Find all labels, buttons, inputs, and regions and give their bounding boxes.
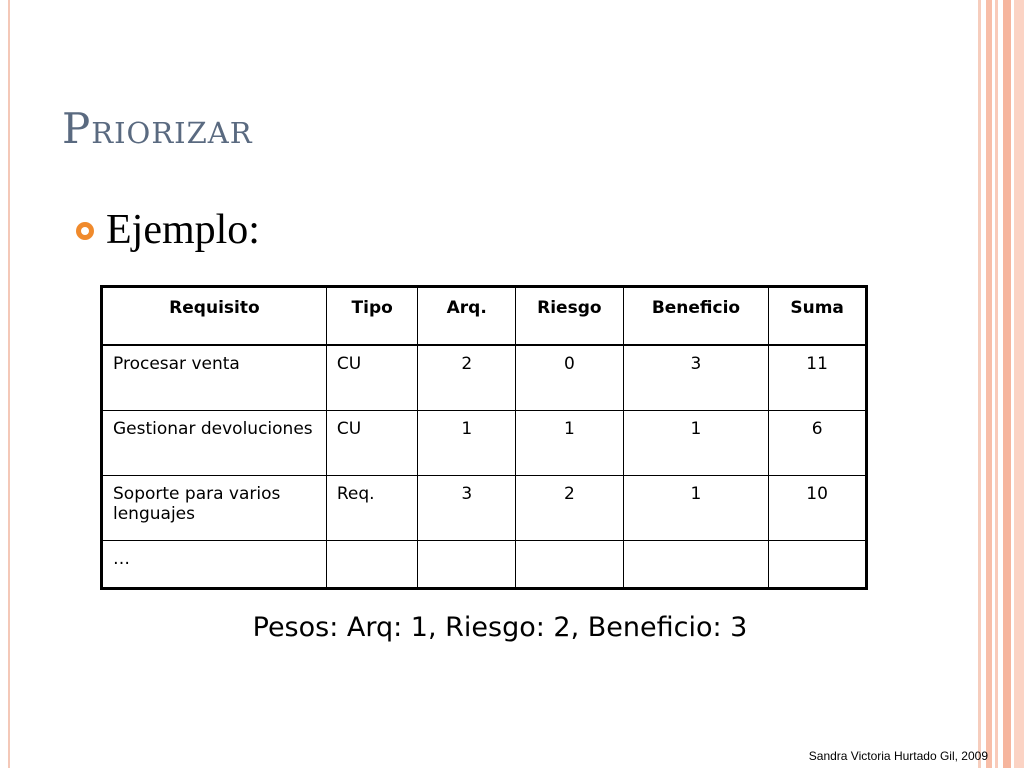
cell-beneficio: 1 — [623, 476, 769, 541]
cell-arq: 2 — [418, 345, 516, 411]
cell-suma: 10 — [769, 476, 867, 541]
cell-beneficio: 1 — [623, 411, 769, 476]
weights-note: Pesos: Arq: 1, Riesgo: 2, Beneficio: 3 — [252, 612, 748, 643]
cell-tipo: CU — [326, 345, 418, 411]
cell-riesgo: 1 — [516, 411, 624, 476]
slide-frame-right — [978, 0, 981, 768]
cell-arq: 3 — [418, 476, 516, 541]
cell-beneficio — [623, 541, 769, 589]
slide-frame-left — [8, 0, 10, 768]
cell-tipo: CU — [326, 411, 418, 476]
cell-riesgo: 0 — [516, 345, 624, 411]
column-header-beneficio: Beneficio — [623, 287, 769, 346]
cell-beneficio: 3 — [623, 345, 769, 411]
column-header-suma: Suma — [769, 287, 867, 346]
cell-riesgo: 2 — [516, 476, 624, 541]
column-header-tipo: Tipo — [326, 287, 418, 346]
cell-requisito: … — [102, 541, 327, 589]
cell-arq — [418, 541, 516, 589]
requirements-table — [100, 285, 868, 590]
bullet-circle-icon — [76, 222, 94, 240]
slide-title: Priorizar — [62, 104, 253, 153]
cell-riesgo — [516, 541, 624, 589]
table-row — [102, 345, 867, 411]
cell-requisito: Procesar venta — [102, 345, 327, 411]
column-header-requisito: Requisito — [102, 287, 327, 346]
footer-credit: Sandra Victoria Hurtado Gil, 2009 — [808, 749, 988, 763]
cell-arq: 1 — [418, 411, 516, 476]
column-header-riesgo: Riesgo — [516, 287, 624, 346]
slide-frame-right — [1014, 0, 1024, 768]
slide-frame-right — [1003, 0, 1011, 768]
table-row — [102, 541, 867, 589]
slide-frame-right — [986, 0, 992, 768]
cell-suma: 11 — [769, 345, 867, 411]
cell-requisito: Soporte para varios lenguajes — [102, 476, 327, 541]
table-header-row — [102, 287, 867, 346]
table-row — [102, 411, 867, 476]
cell-suma: 6 — [769, 411, 867, 476]
cell-tipo: Req. — [326, 476, 418, 541]
cell-requisito: Gestionar devoluciones — [102, 411, 327, 476]
cell-tipo — [326, 541, 418, 589]
column-header-arq: Arq. — [418, 287, 516, 346]
table-row — [102, 476, 867, 541]
bullet-text: Ejemplo: — [106, 207, 260, 253]
slide-frame-right — [995, 0, 998, 768]
cell-suma — [769, 541, 867, 589]
